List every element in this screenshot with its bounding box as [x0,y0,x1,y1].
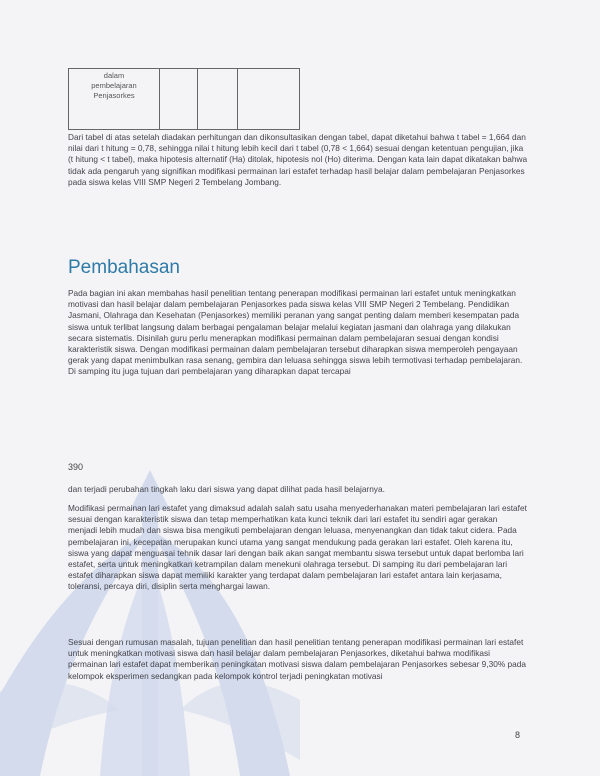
page-number: 8 [515,730,521,740]
cell-line: pembelajaran [91,80,137,90]
cell-line: Penjasorkes [93,90,135,100]
table-cell [238,69,300,130]
modification-paragraph: Modifikasi permainan lari estafet yang dimaksud adalah salah satu usaha menyederhanakan materi pembelajaran lari estafet sesuai dengan karakteristik siswa dan tetap memperhatikan kata kunci teknik dari lari estafet itu sendiri agar gerakan menjadi lebih mudah dan siswa bisa mengikuti pembelajaran dengan leluasa, menyenangkan dan tidak takut cidera. Pada pembelajaran ini, kecepatan merupakan kunci utama yang sangat mendukung pada gerakan lari estafet. Oleh karena itu, siswa yang dapat menguasai tehnik dasar lari dengan baik akan sangat membantu siswa tersebut untuk dapat berlomba lari estafet, serta untuk meningkatkan ketrampilan dalam menekuni olahraga tersebut. Di samping itu dari pembelajaran lari estafet diharapkan siswa dapat memiliki karakter yang terdapat dalam pembelajaran lari estafet antara lain kerjasama, toleransi, percaya diri, disiplin serta menghargai lawan. [68,503,527,592]
table-cell [198,69,238,130]
table-cell [160,69,198,130]
cell-line: dalam [103,71,125,80]
results-table-fragment [68,68,300,130]
conclusion-paragraph: Dari tabel di atas setelah diadakan perhitungan dan dikonsultasikan dengan tabel, dapat diketahui bahwa t tabel = 1,664 dan nilai dari t hitung = 0,78, sehingga nilai t hitung lebih kecil dari t tabel (0,78 < 1,664) sesuai dengan ketentuan pengujian, jika (t hitung < t tabel), maka hipotesis alternatif (Ha) ditolak, hipotesis nol (Ho) diterima. Dengan kata lain dapat dikatakan bahwa tidak ada pengaruh yang signifikan modifikasi permainan lari estafet terhadap hasil belajar dalam pembelajaran Penjasorkes pada siswa kelas VIII SMP Negeri 2 Tembelang Jombang. [68,132,528,187]
results-paragraph: Sesuai dengan rumusan masalah, tujuan penelitian dan hasil penelitian tentang penerapan modifikasi permainan lari estafet untuk meningkatkan motivasi siswa dan hasil belajar dalam pembelajaran Penjasorkes, diketahui bahwa modifikasi permainan lari estafet dapat memberikan peningkatan motivasi siswa dalam pembelajaran Penjasorkes sebesar 9,30% pada kelompok eksperimen sedangkan pada kelompok kontrol terjadi peningkatan motivasi [68,637,526,681]
continuation-paragraph: dan terjadi perubahan tingkah laku dari siswa yang dapat dilihat pada hasil belajarnya. [68,484,385,494]
discussion-paragraph: Pada bagian ini akan membahas hasil penelitian tentang penerapan modifikasi permainan lari estafet untuk meningkatkan motivasi dan hasil belajar dalam pembelajaran Penjasorkes pada siswa kelas VIII SMP Negeri 2 Tembelang. Pendidikan Jasmani, Olahraga dan Kesehatan (Penjasorkes) memiliki peranan yang sangat penting dalam memberi kesempatan pada siswa untuk terlibat langsung dalam berbagai pengalaman belajar melalui kegiatan jasmani dan olahraga yang dilakukan secara sistematis. Disinilah guru perlu menerapkan modifikasi permainan dalam pembelajaran sesuai dengan kondisi karakteristik siswa. Dengan modifikasi permainan dalam pembelajaran tersebut diharapkan siswa memperoleh pengayaan gerak yang dapat menimbulkan rasa senang, gembira dan leluasa sehingga siswa lebih termotivasi terhadap pembelajaran. Di samping itu juga tujuan dari pembelajaran yang diharapkan dapat tercapai [68,288,523,377]
section-heading: Pembahasan [68,257,180,278]
page-label: 390 [68,462,84,472]
table-cell-label [69,69,160,130]
table-row [69,69,300,130]
